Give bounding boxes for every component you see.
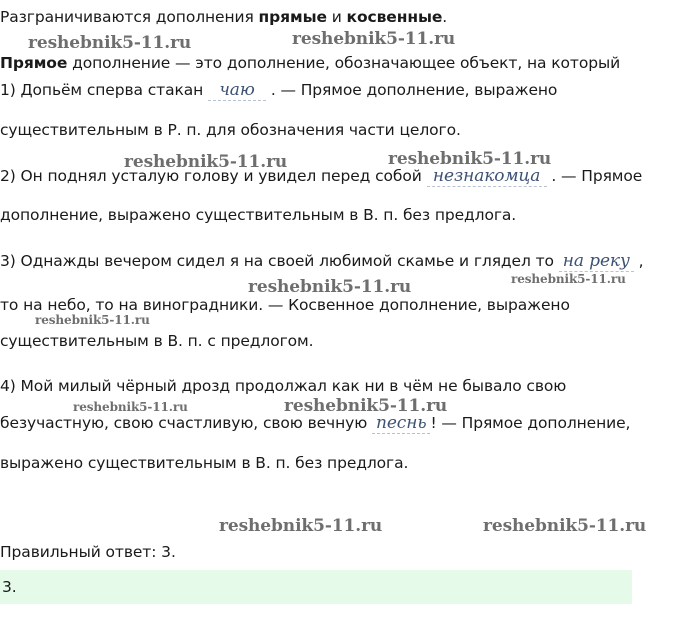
term-indirect: косвенные	[346, 8, 443, 26]
sentence-1: 1) Допьём сперва стакан чаю . — Прямое дополнение, выражено	[0, 80, 558, 100]
term-direct: прямые	[258, 8, 327, 26]
sentence-4: 4) Мой милый чёрный дрозд продолжал как ни в чём не бывало свою	[0, 377, 567, 395]
answer-field[interactable]: чаю	[208, 80, 266, 101]
watermark: reshebnik5-11.ru	[511, 272, 626, 286]
watermark: reshebnik5-11.ru	[248, 277, 412, 297]
intro-text: Разграничиваются дополнения прямые и косвенные.	[0, 8, 448, 26]
correct-answer: Правильный ответ: 3.	[0, 543, 176, 561]
sentence-2-explanation: дополнение, выражено существительным в В. п. без предлога.	[0, 206, 517, 224]
sentence-4-continued: безучастную, свою счастливую, свою вечную песнь ! — Прямое дополнение,	[0, 413, 631, 433]
watermark: reshebnik5-11.ru	[73, 400, 188, 414]
answer-field[interactable]: незнакомца	[427, 166, 547, 187]
watermark: reshebnik5-11.ru	[35, 313, 150, 327]
definition-text: Прямое дополнение — это дополнение, обозначающее объект, на который	[0, 54, 621, 72]
sentence-3-explanation: существительным в В. п. с предлогом.	[0, 332, 314, 350]
watermark: reshebnik5-11.ru	[483, 516, 647, 536]
watermark: reshebnik5-11.ru	[219, 516, 383, 536]
watermark: reshebnik5-11.ru	[28, 33, 192, 53]
watermark: reshebnik5-11.ru	[124, 152, 288, 172]
watermark: reshebnik5-11.ru	[388, 149, 552, 169]
answer-field[interactable]: песнь	[372, 413, 430, 434]
user-answer: 3.	[2, 578, 17, 596]
watermark: reshebnik5-11.ru	[284, 396, 448, 416]
sentence-3: 3) Однажды вечером сидел я на своей любимой скамье и глядел то на реку ,	[0, 251, 644, 271]
sentence-1-explanation: существительным в Р. п. для обозначения части целого.	[0, 121, 461, 139]
sentence-2: 2) Он поднял усталую голову и увидел перед собой незнакомца . — Прямое	[0, 166, 643, 186]
sentence-4-explanation: выражено существительным в В. п. без предлога.	[0, 454, 409, 472]
answer-field[interactable]: на реку	[559, 251, 634, 272]
watermark: reshebnik5-11.ru	[292, 29, 456, 49]
user-answer-box	[0, 570, 632, 604]
sentence-3-continued: то на небо, то на виноградники. — Косвенное дополнение, выражено	[0, 296, 570, 314]
